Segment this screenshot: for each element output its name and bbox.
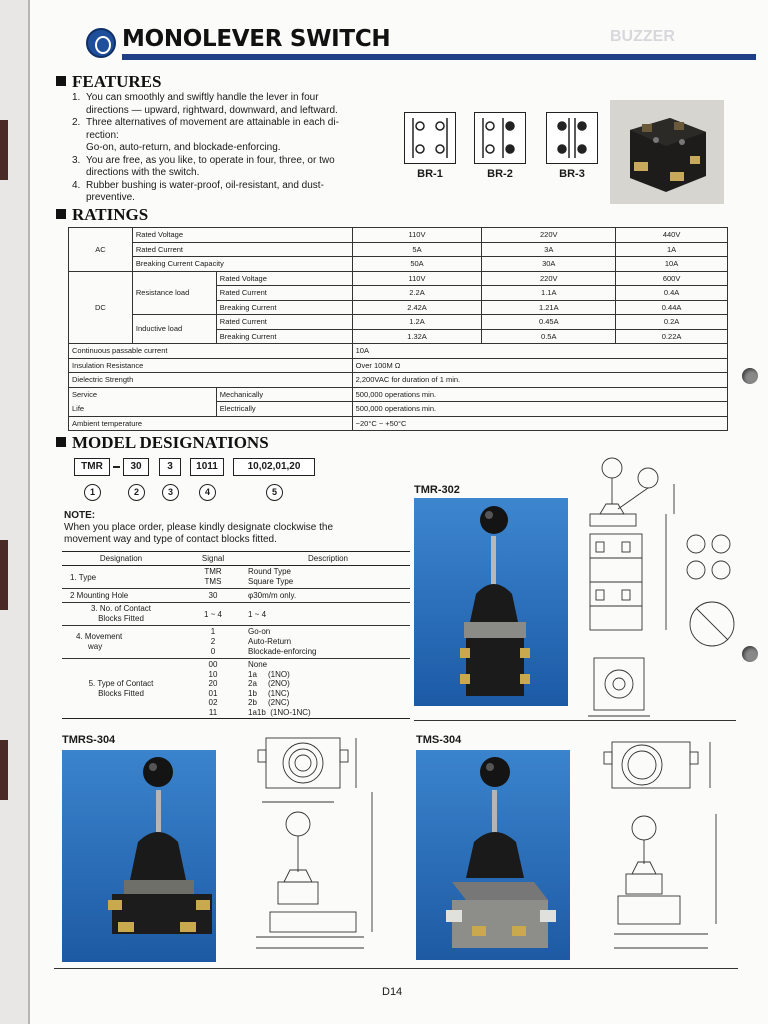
title-rule (122, 54, 756, 60)
page-header (54, 24, 764, 66)
callout-circle: 3 (162, 484, 179, 501)
table-cell: 00 10 20 01 02 11 (180, 659, 246, 719)
table-row (69, 402, 728, 417)
binding-mark (0, 120, 8, 180)
catalog-page (30, 0, 768, 1024)
model-box-movement: 1011 (190, 458, 224, 476)
table-cell: 2,200VAC for duration of 1 min. (352, 373, 727, 388)
table-cell: Rated Current (216, 315, 352, 330)
table-cell: 1.1A (482, 286, 616, 301)
model-designations-heading: MODEL DESIGNATIONS (56, 433, 269, 453)
table-row (62, 566, 410, 589)
br3-label: BR-3 (559, 168, 585, 180)
resistance-load-label: Resistance load (132, 271, 216, 315)
table-row (69, 387, 728, 402)
separator-dash (113, 466, 120, 468)
column-header: Description (246, 552, 410, 566)
table-cell: 1.2A (352, 315, 482, 330)
binder-hole (742, 368, 758, 384)
table-cell: 0.22A (616, 329, 728, 344)
table-header-row (62, 552, 410, 566)
model-box-contact-type: 10,02,01,20 (233, 458, 315, 476)
feature-item: 2. Three alternatives of movement are attainable in each di- rection: Go-on, auto-return, and blockade-enforcing. (72, 117, 339, 153)
feature-item: 3. You are free, as you like, to operate in four, three, or two directions with the switch. (72, 154, 335, 178)
callout-circle: 5 (266, 484, 283, 501)
page-binding (0, 0, 30, 1024)
table-cell: 220V (482, 228, 616, 243)
table-row (62, 589, 410, 603)
column-header: Signal (180, 552, 246, 566)
ac-group-label: AC (69, 228, 133, 272)
dc-group-label: DC (69, 271, 133, 344)
ratings-heading: RATINGS (56, 205, 148, 225)
table-row (69, 344, 728, 359)
note-line: movement way and type of contact blocks fitted. (64, 534, 277, 545)
tmrs304-photo (62, 750, 216, 962)
table-cell: 3A (482, 242, 616, 257)
table-cell: 10A (352, 344, 727, 359)
binder-hole (742, 646, 758, 662)
table-cell: 4. Movement way (62, 626, 180, 659)
table-row (69, 271, 728, 286)
table-cell: 1.21A (482, 300, 616, 315)
tmrs304-dimension-drawing (236, 732, 382, 964)
callout-circle: 2 (128, 484, 145, 501)
table-row (69, 358, 728, 373)
table-row (69, 228, 728, 243)
table-cell: Go-on Auto-Return Blockade-enforcing (246, 626, 410, 659)
table-row (69, 242, 728, 257)
bullet-square-icon (56, 437, 66, 447)
table-cell: 50A (352, 257, 482, 272)
table-cell: TMR TMS (180, 566, 246, 589)
table-cell: Rated Voltage (132, 228, 352, 243)
table-cell: Rated Current (216, 286, 352, 301)
table-cell: 30A (482, 257, 616, 272)
table-cell: 500,000 operations min. (352, 402, 727, 417)
table-cell: Insulation Resistance (69, 358, 353, 373)
table-cell: 500,000 operations min. (352, 387, 727, 402)
table-cell: 5. Type of Contact Blocks Fitted (62, 659, 180, 719)
page-number: D14 (382, 986, 403, 998)
table-cell: 2.42A (352, 300, 482, 315)
binding-mark (0, 740, 8, 800)
faint-header-text: BUZZER (610, 28, 675, 45)
callout-circle: 1 (84, 484, 101, 501)
table-cell: Dielectric Strength (69, 373, 353, 388)
table-cell: 440V (616, 228, 728, 243)
table-cell: Round Type Square Type (246, 566, 410, 589)
table-cell: 0.4A (616, 286, 728, 301)
table-cell: 0.2A (616, 315, 728, 330)
table-row (69, 315, 728, 330)
table-cell: 1A (616, 242, 728, 257)
binding-mark (0, 540, 8, 610)
br3-contact-diagram (546, 112, 598, 164)
table-cell: 0.45A (482, 315, 616, 330)
callout-circle: 4 (199, 484, 216, 501)
table-cell: 1. Type (62, 566, 180, 589)
table-cell: Mechanically (216, 387, 352, 402)
table-cell: 10A (616, 257, 728, 272)
table-cell: 0.44A (616, 300, 728, 315)
tmr302-label: TMR-302 (414, 484, 460, 496)
table-cell: 2 Mounting Hole (62, 589, 180, 603)
table-cell: 600V (616, 271, 728, 286)
note-line: When you place order, please kindly designate clockwise the (64, 522, 334, 533)
table-cell: 30 (180, 589, 246, 603)
designation-table (62, 551, 410, 719)
page-title: MONOLEVER SWITCH (122, 26, 391, 52)
table-cell: 5A (352, 242, 482, 257)
table-row (62, 659, 410, 719)
table-cell: 1 ~ 4 (180, 603, 246, 626)
table-row (69, 416, 728, 431)
table-cell: 110V (352, 228, 482, 243)
features-list (70, 92, 410, 205)
model-box-mounting-hole: 30 (123, 458, 149, 476)
bullet-square-icon (56, 209, 66, 219)
table-cell: Breaking Current Capacity (132, 257, 352, 272)
footer-rule (54, 968, 738, 969)
tmr302-dimension-drawing (578, 454, 748, 720)
table-row (69, 373, 728, 388)
table-cell: Service (69, 387, 217, 402)
section-divider (414, 720, 736, 721)
tmrs304-label: TMRS-304 (62, 734, 116, 746)
table-row (62, 603, 410, 626)
feature-item: 1. You can smoothly and swiftly handle the lever in four directions — upward, rightward, downward, and leftward. (72, 92, 338, 116)
table-cell: 110V (352, 271, 482, 286)
table-cell: Electrically (216, 402, 352, 417)
table-cell: Continuous passable current (69, 344, 353, 359)
table-cell: None 1a (1NO) 2a (2NO) 1b (1NC) 2b (2NC) 1a1b (1NO-1NC) (246, 659, 410, 719)
table-cell: 1.32A (352, 329, 482, 344)
table-cell: Life (69, 402, 217, 417)
table-cell: 0.5A (482, 329, 616, 344)
table-cell: Rated Current (132, 242, 352, 257)
ratings-table (68, 227, 728, 431)
br1-label: BR-1 (417, 168, 443, 180)
table-cell: 3. No. of Contact Blocks Fitted (62, 603, 180, 626)
br1-contact-diagram (404, 112, 456, 164)
table-row (69, 257, 728, 272)
tmr302-photo (414, 498, 568, 706)
table-cell: 1 ~ 4 (246, 603, 410, 626)
contact-block-photo (610, 100, 724, 204)
table-cell: Ambient temperature (69, 416, 353, 431)
feature-item: 4. Rubber bushing is water-proof, oil-resistant, and dust- preventive. (72, 179, 324, 203)
note-title: NOTE: (64, 510, 96, 521)
brand-logo (86, 28, 116, 58)
table-cell: 1 2 0 (180, 626, 246, 659)
br2-contact-diagram (474, 112, 526, 164)
br2-label: BR-2 (487, 168, 513, 180)
table-cell: −20°C ~ +50°C (352, 416, 727, 431)
column-header: Designation (62, 552, 180, 566)
table-cell: 2.2A (352, 286, 482, 301)
model-box-type: TMR (74, 458, 110, 476)
model-box-contact-count: 3 (159, 458, 181, 476)
table-cell: 220V (482, 271, 616, 286)
table-row (62, 626, 410, 659)
table-cell: φ30m/m only. (246, 589, 410, 603)
table-cell: Breaking Current (216, 329, 352, 344)
inductive-load-label: Inductive load (132, 315, 216, 344)
tms304-label: TMS-304 (416, 734, 462, 746)
table-cell: Breaking Current (216, 300, 352, 315)
tms304-dimension-drawing (592, 734, 738, 960)
table-cell: Over 100M Ω (352, 358, 727, 373)
bullet-square-icon (56, 76, 66, 86)
order-note (64, 510, 414, 546)
features-heading: FEATURES (56, 72, 161, 92)
table-cell: Rated Voltage (216, 271, 352, 286)
tms304-photo (416, 750, 570, 960)
